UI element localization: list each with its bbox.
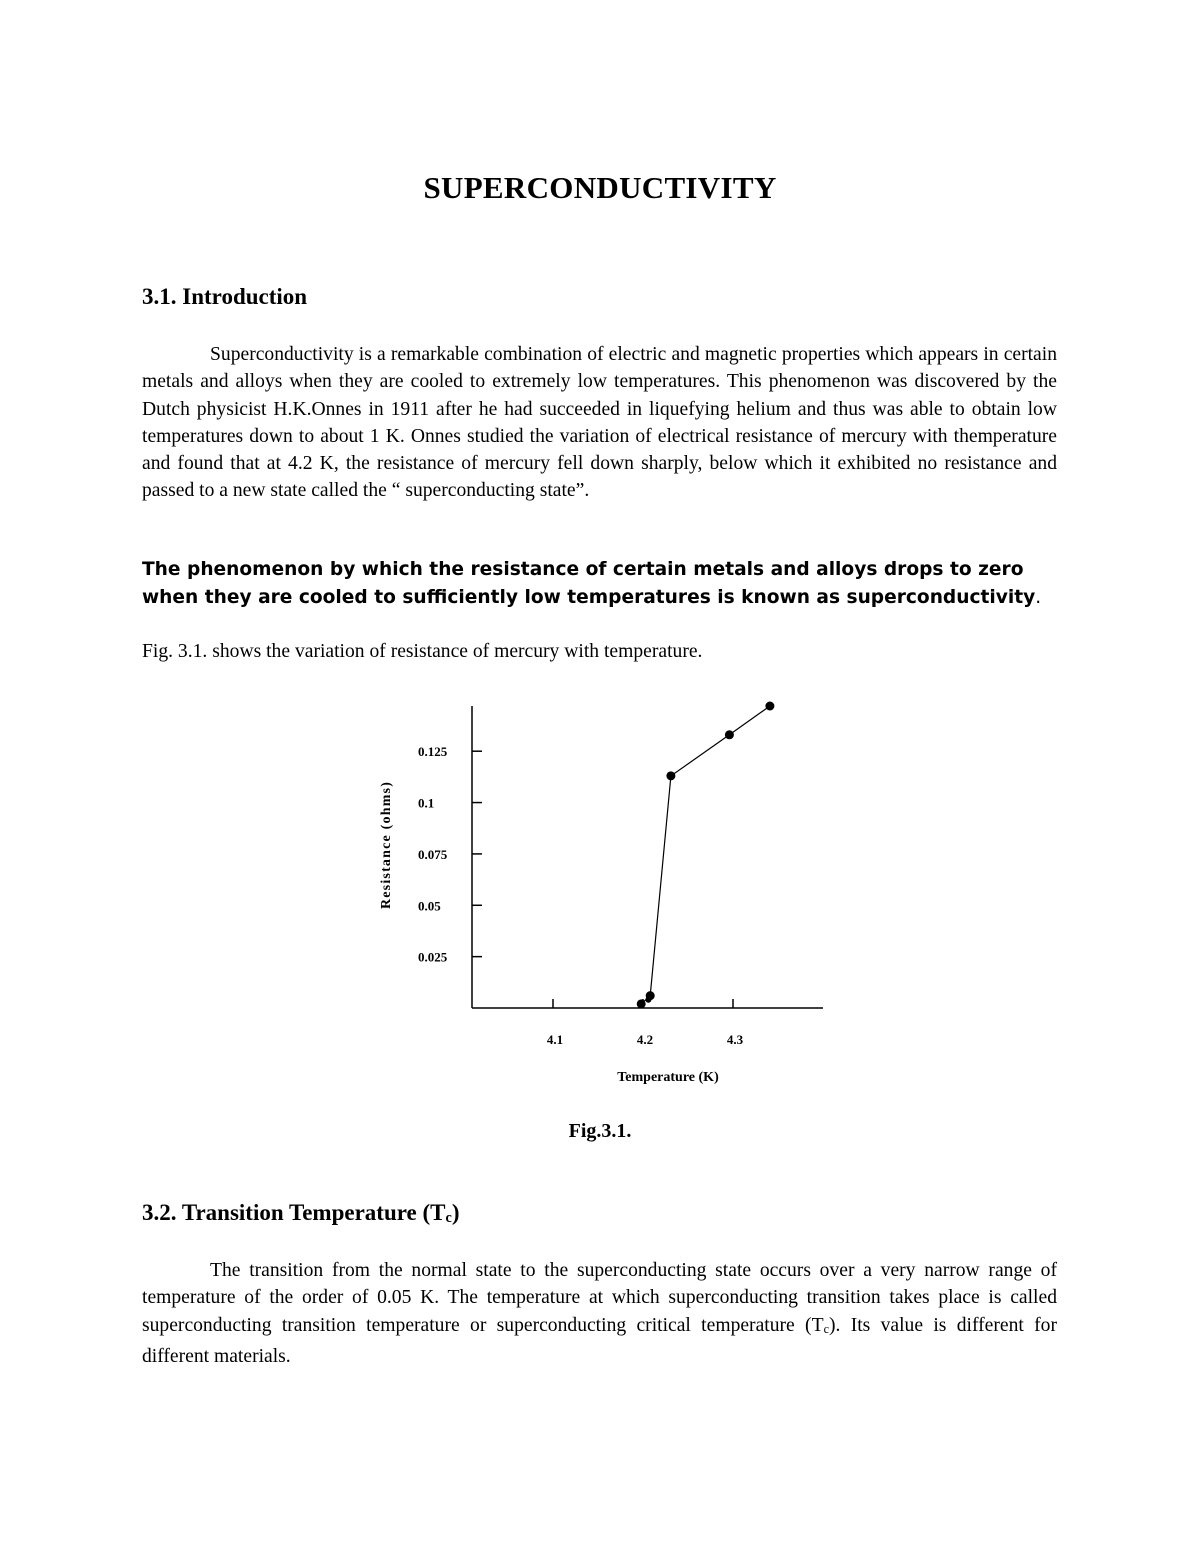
transition-paragraph	[142, 1257, 1057, 1370]
y-tick-label: 0.1	[418, 795, 435, 811]
series-line	[641, 706, 770, 1004]
x-tick-label: 4.1	[546, 1032, 564, 1047]
definition-period: .	[1035, 587, 1042, 608]
document-title: SUPERCONDUCTIVITY	[423, 170, 777, 205]
y-tick-label: 0.075	[418, 846, 448, 862]
heading-text: 3.2. Transition Temperature (T	[142, 1200, 446, 1225]
x-axis-ticks	[547, 999, 744, 1047]
y-tick-label: 0.125	[418, 744, 448, 760]
section-heading-transition-temperature	[142, 1200, 460, 1227]
data-point-minor	[645, 997, 651, 1003]
y-axis-label: Resistance (ohms)	[379, 780, 394, 910]
chart-series	[637, 702, 775, 1009]
x-tick-label: 4.2	[636, 1032, 654, 1047]
y-tick-label: 0.025	[418, 949, 448, 965]
data-point	[637, 999, 646, 1008]
section-heading-introduction: 3.1. Introduction	[142, 284, 308, 309]
heading-close: )	[451, 1200, 460, 1225]
transition-paragraph-text-b: ). Its value is different for different materials.	[142, 1314, 1057, 1367]
heading-subscript: c	[445, 1210, 452, 1227]
data-point	[765, 702, 774, 711]
figure-caption: Fig.3.1.	[568, 1120, 632, 1142]
transition-paragraph-text-a: The transition from the normal state to the superconducting state occurs over a very narrow range of temperature of the order of 0.05 K. The temperature at which superconducting transition takes place is called superconducting transition temperature or superconducting critical temperature (T	[142, 1260, 1057, 1336]
definition-text: The phenomenon by which the resistance of certain metals and alloys drops to zero when they are cooled to sufficiently low temperatures is known as superconductivity	[142, 559, 1036, 608]
transition-paragraph-subscript: c	[823, 1321, 829, 1336]
figure-intro-text: Fig. 3.1. shows the variation of resistance of mercury with temperature.	[142, 641, 703, 662]
data-point	[725, 730, 734, 739]
chart-axes	[472, 706, 823, 1008]
y-tick-label: 0.05	[418, 898, 441, 914]
data-point	[666, 771, 675, 780]
x-axis-label: Temperature (K)	[617, 1070, 719, 1085]
intro-paragraph-text: Superconductivity is a remarkable combination of electric and magnetic properties which appears in certain metals and alloys when they are cooled to extremely low temperatures. This phenomenon was discovered by the Dutch physicist H.K.Onnes in 1911 after he had succeeded in liquefying helium and thus was able to obtain low temperatures down to about 1 K. Onnes studied the variation of electrical resistance of mercury with themperature and found that at 4.2 K, the resistance of mercury fell down sharply, below which it exhibited no resistance and passed to a new state called the “ superconducting state”.	[142, 344, 1057, 502]
x-tick-label: 4.3	[726, 1032, 744, 1047]
